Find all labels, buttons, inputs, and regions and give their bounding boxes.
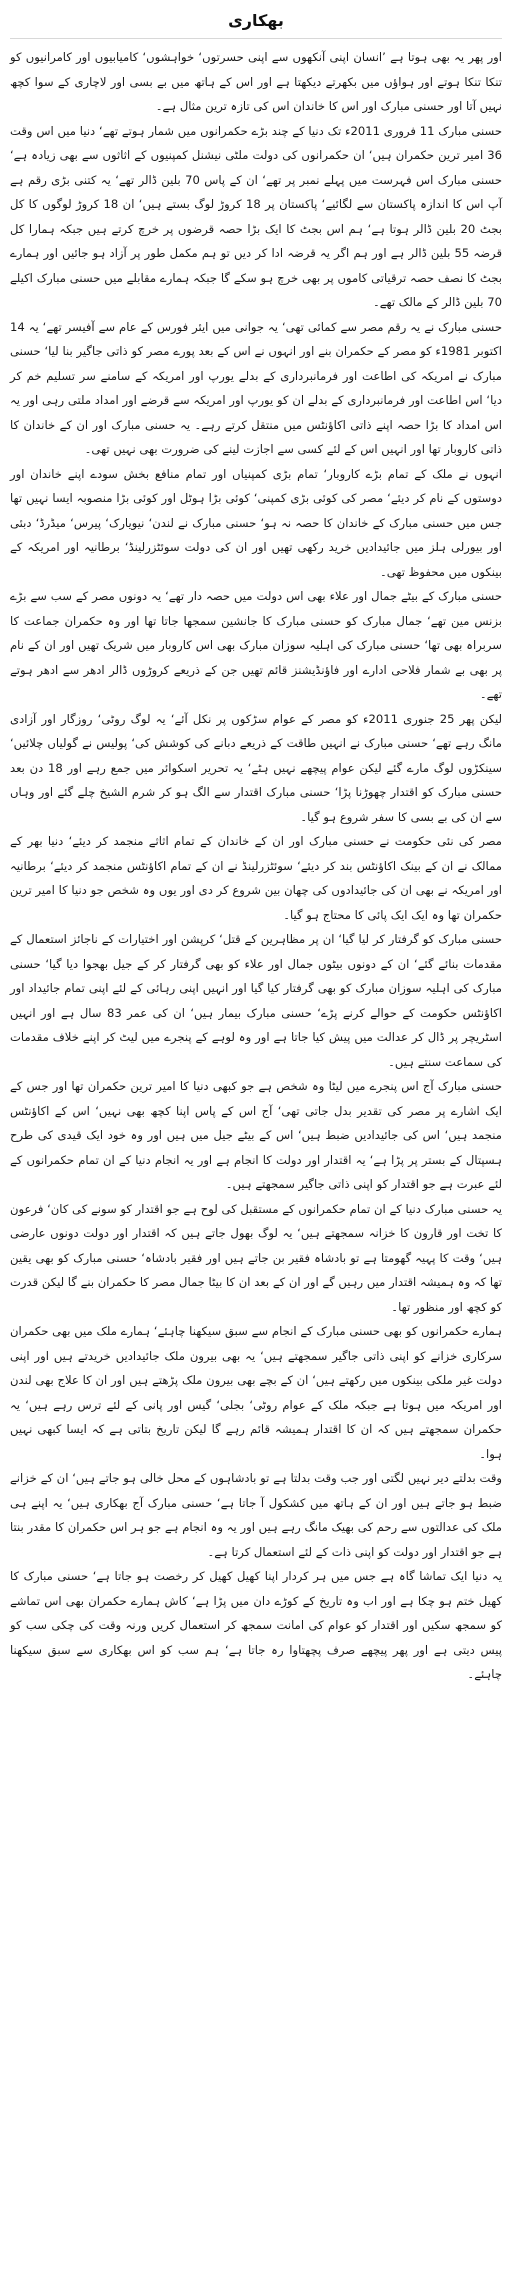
article-paragraph: وقت بدلتے دیر نہیں لگتی اور جب وقت بدلتا ہے تو بادشاہوں کے محل خالی ہو جاتے ہیں‘ ان کے خزانے ضبط ہو جاتے ہیں اور ان کے ہاتھ میں کشکول آ جاتا ہے‘ حسنی مبارک آج بھکاری ہیں‘ یہ اپنے ہی ملک کی عدالتوں سے رحم کی بھیک مانگ رہے ہیں اور یہ وہ انجام ہے جو ہر اس حکمران کا مقدر بنتا ہے جو اقتدار اور دولت کو اپنی ذات کے لئے استعمال کرتا ہے۔ — [10, 1471, 502, 1559]
article-title: بھکاری — [10, 6, 502, 39]
article-paragraph: حسنی مبارک کے بیٹے جمال اور علاء بھی اس دولت میں حصہ دار تھے‘ یہ دونوں مصر کے سب سے بڑے بزنس مین تھے‘ جمال مبارک کو حسنی مبارک کا جانشین سمجھا جاتا تھا اور وہ حکمران جماعت کا سربراہ بھی تھا‘ حسنی مبارک کی اہلیہ سوزان مبارک بھی اس کاروبار میں شریک تھیں اور ان کے نام پر بھی بے شمار فلاحی ادارے اور فاؤنڈیشنز قائم تھیں جن کے ذریعے کروڑوں ڈالر ادھر سے ادھر ہوتے تھے۔ — [10, 589, 502, 701]
article-paragraph: یہ دنیا ایک تماشا گاہ ہے جس میں ہر کردار اپنا کھیل کھیل کر رخصت ہو جاتا ہے‘ حسنی مبارک کا کھیل ختم ہو چکا ہے اور اب وہ تاریخ کے کوڑے دان میں پڑا ہے‘ کاش ہمارے حکمران بھی اس تماشے کو سمجھ سکیں اور اقتدار کو عوام کی امانت سمجھ کر استعمال کریں ورنہ وقت کی چکی سب کو پیس دیتی ہے اور پھر پیچھے صرف پچھتاوا رہ جاتا ہے‘ ہم سب کو اس بھکاری سے سبق سیکھنا چاہئے۔ — [10, 1569, 502, 1681]
article-paragraph: لیکن پھر 25 جنوری 2011ء کو مصر کے عوام سڑکوں پر نکل آئے‘ یہ لوگ روٹی‘ روزگار اور آزادی مانگ رہے تھے‘ حسنی مبارک نے انہیں طاقت کے ذریعے دبانے کی کوشش کی‘ پولیس نے گولیاں چلائیں‘ سینکڑوں لوگ مارے گئے لیکن عوام پیچھے نہیں ہٹے‘ یہ تحریر اسکوائر میں جمع رہے اور 18 دن بعد حسنی مبارک کو اقتدار چھوڑنا پڑا‘ حسنی مبارک اقتدار سے الگ ہو کر شرم الشیخ چلے گئے اور وہاں سے ان کی بے بسی کا سفر شروع ہو گیا۔ — [10, 711, 503, 824]
article-paragraph: ہمارے حکمرانوں کو بھی حسنی مبارک کے انجام سے سبق سیکھنا چاہئے‘ ہمارے ملک میں بھی حکمران سرکاری خزانے کو اپنی ذاتی جاگیر سمجھتے ہیں‘ یہ بھی بیرون ملک جائیدادیں خریدتے ہیں اور اپنی دولت غیر ملکی بینکوں میں رکھتے ہیں‘ ان کے بچے بھی بیرون ملک پڑھتے ہیں اور ان کا علاج بھی لندن اور امریکہ میں ہوتا ہے جبکہ ملک کے عوام روٹی‘ بجلی‘ گیس اور پانی کے لئے ترس رہے ہیں‘ یہ حکمران سمجھتے ہیں کہ ان کا اقتدار ہمیشہ قائم رہے گا لیکن تاریخ بتاتی ہے کہ ایسا کبھی نہیں ہوا۔ — [10, 1324, 502, 1461]
article-paragraph: اور پھر یہ بھی ہوتا ہے ’انسان اپنی آنکھوں سے اپنی حسرتوں‘ خواہشوں‘ کامیابیوں اور کامرانیوں کو تنکا تنکا ہوتے اور ہواؤں میں بکھرتے دیکھتا ہے اور اس کے ہاتھ میں بے بسی اور لاچاری کے سوا کچھ نہیں آتا اور حسنی مبارک اور اس کا خاندان اس کی تازہ ترین مثال ہے۔ — [10, 50, 502, 113]
article-paragraph: مصر کی نئی حکومت نے حسنی مبارک اور ان کے خاندان کے تمام اثاثے منجمد کر دیئے‘ دنیا بھر کے ممالک نے ان کے بینک اکاؤنٹس بند کر دیئے‘ سوئٹزرلینڈ نے ان کے تمام اکاؤنٹس منجمد کر دیئے‘ برطانیہ اور امریکہ نے بھی ان کی جائیدادوں کی چھان بین شروع کر دی اور یوں وہ شخص جو دنیا کا امیر ترین حکمران تھا وہ ایک ایک پائی کا محتاج ہو گیا۔ — [10, 834, 502, 922]
article-paragraph: حسنی مبارک کو گرفتار کر لیا گیا‘ ان پر مظاہرین کے قتل‘ کرپشن اور اختیارات کے ناجائز استعمال کے مقدمات بنائے گئے‘ ان کے دونوں بیٹوں جمال اور علاء کو بھی گرفتار کر کے جیل بھجوا دیا گیا‘ حسنی مبارک کی اہلیہ سوزان مبارک کو بھی گرفتار کیا گیا اور انہیں اپنی رہائی کے لئے اپنی تمام جائیداد اور اکاؤنٹس حکومت کے حوالے کرنے پڑے‘ حسنی مبارک بیمار ہیں‘ ان کی عمر 83 سال ہے اور انہیں اسٹریچر پر ڈال کر عدالت میں پیش کیا جاتا ہے اور وہ لوہے کے پنجرے میں لیٹ کر اپنے خلاف مقدمات کی سماعت سنتے ہیں۔ — [10, 932, 503, 1069]
article-paragraph: یہ حسنی مبارک دنیا کے ان تمام حکمرانوں کے مستقبل کی لوح ہے جو اقتدار کو سونے کی کان‘ فرعون کا تخت اور قارون کا خزانہ سمجھتے ہیں‘ یہ لوگ بھول جاتے ہیں کہ اقتدار اور دولت دونوں عارضی ہیں‘ وقت کا پہیہ گھومتا ہے تو بادشاہ فقیر بن جاتے ہیں اور فقیر بادشاہ‘ حسنی مبارک کو بھی یقین تھا کہ وہ ہمیشہ اقتدار میں رہیں گے اور ان کے بعد ان کا بیٹا جمال مصر کا حکمران بنے گا لیکن قدرت کو کچھ اور منظور تھا۔ — [10, 1201, 502, 1314]
article-body — [10, 45, 502, 1687]
article-paragraph: حسنی مبارک 11 فروری 2011ء تک دنیا کے چند بڑے حکمرانوں میں شمار ہوتے تھے‘ دنیا میں اس وقت 36 امیر ترین حکمران ہیں‘ ان حکمرانوں کی دولت ملٹی نیشنل کمپنیوں کے اثاثوں سے بھی زیادہ ہے‘ حسنی مبارک اس فہرست میں پہلے نمبر پر تھے‘ ان کے پاس 70 بلین ڈالر تھے‘ یہ کتنی بڑی رقم ہے آپ اس کا اندازہ پاکستان سے لگائیے‘ پاکستان پر 18 کروڑ لوگ بستے ہیں‘ ان 18 کروڑ لوگوں کا کل بجٹ 20 بلین ڈالر ہوتا ہے‘ ہم اس بجٹ کا ایک بڑا حصہ قرضوں پر خرچ کرتے ہیں جبکہ ہمارا کل قرضہ 55 بلین ڈالر ہے اور ہم اگر یہ قرضہ ادا کر دیں تو ہم مکمل طور پر آزاد ہو جائیں اور ہمارے بجٹ کا نصف حصہ ترقیاتی کاموں پر بھی خرچ ہو سکے گا جبکہ ہمارے مقابلے میں حسنی مبارک اکیلے 70 بلین ڈالر کے مالک تھے۔ — [10, 123, 503, 309]
article-paragraph: انہوں نے ملک کے تمام بڑے کاروبار‘ تمام بڑی کمپنیاں اور تمام منافع بخش سودے اپنے خاندان اور دوستوں کے نام کر دیئے‘ مصر کی کوئی بڑی کمپنی‘ کوئی بڑا ہوٹل اور کوئی بڑا منصوبہ ایسا نہیں تھا جس میں حسنی مبارک کے خاندان کا حصہ نہ ہو‘ حسنی مبارک نے لندن‘ نیویارک‘ پیرس‘ میڈرڈ‘ دبئی اور بیورلی ہلز میں جائیدادیں خرید رکھی تھیں اور ان کی دولت سوئٹزرلینڈ‘ برطانیہ اور امریکہ کے بینکوں میں محفوظ تھی۔ — [10, 466, 502, 579]
article-paragraph: حسنی مبارک آج اس پنجرے میں لیٹا وہ شخص ہے جو کبھی دنیا کا امیر ترین حکمران تھا اور جس کے ایک اشارے پر مصر کی تقدیر بدل جاتی تھی‘ آج اس کے پاس اپنا کچھ بھی نہیں‘ اس کے اکاؤنٹس منجمد ہیں‘ اس کی جائیدادیں ضبط ہیں‘ اس کے بیٹے جیل میں ہیں اور وہ خود ایک قیدی کی طرح ہسپتال کے بستر پر پڑا ہے‘ یہ اقتدار اور دولت کا انجام ہے اور یہ انجام دنیا کے ان تمام حکمرانوں کے لئے عبرت ہے جو اقتدار کو اپنی ذاتی جاگیر سمجھتے ہیں۔ — [10, 1079, 502, 1191]
article-paragraph: حسنی مبارک نے یہ رقم مصر سے کمائی تھی‘ یہ جوانی میں ایئر فورس کے عام سے آفیسر تھے‘ یہ 14 اکتوبر 1981ء کو مصر کے حکمران بنے اور انہوں نے اس کے بعد پورے مصر کو ذاتی جاگیر بنا لیا‘ حسنی مبارک نے امریکہ کی اطاعت اور فرمانبرداری کے بدلے یورپ اور امریکہ کے سامنے سر تسلیم خم کر دیا‘ اس اطاعت اور فرمانبرداری کے بدلے ان کو یورپ اور امریکہ سے قرضے اور امداد ملتی رہی اور یہ اس امداد کا بڑا حصہ اپنے ذاتی اکاؤنٹس میں منتقل کرتے رہے۔ یہ حسنی مبارک اور ان کے خاندان کا ذاتی کاروبار تھا اور انہیں اس کے لئے کسی سے اجازت لینے کی ضرورت بھی نہیں تھی۔ — [10, 319, 502, 456]
